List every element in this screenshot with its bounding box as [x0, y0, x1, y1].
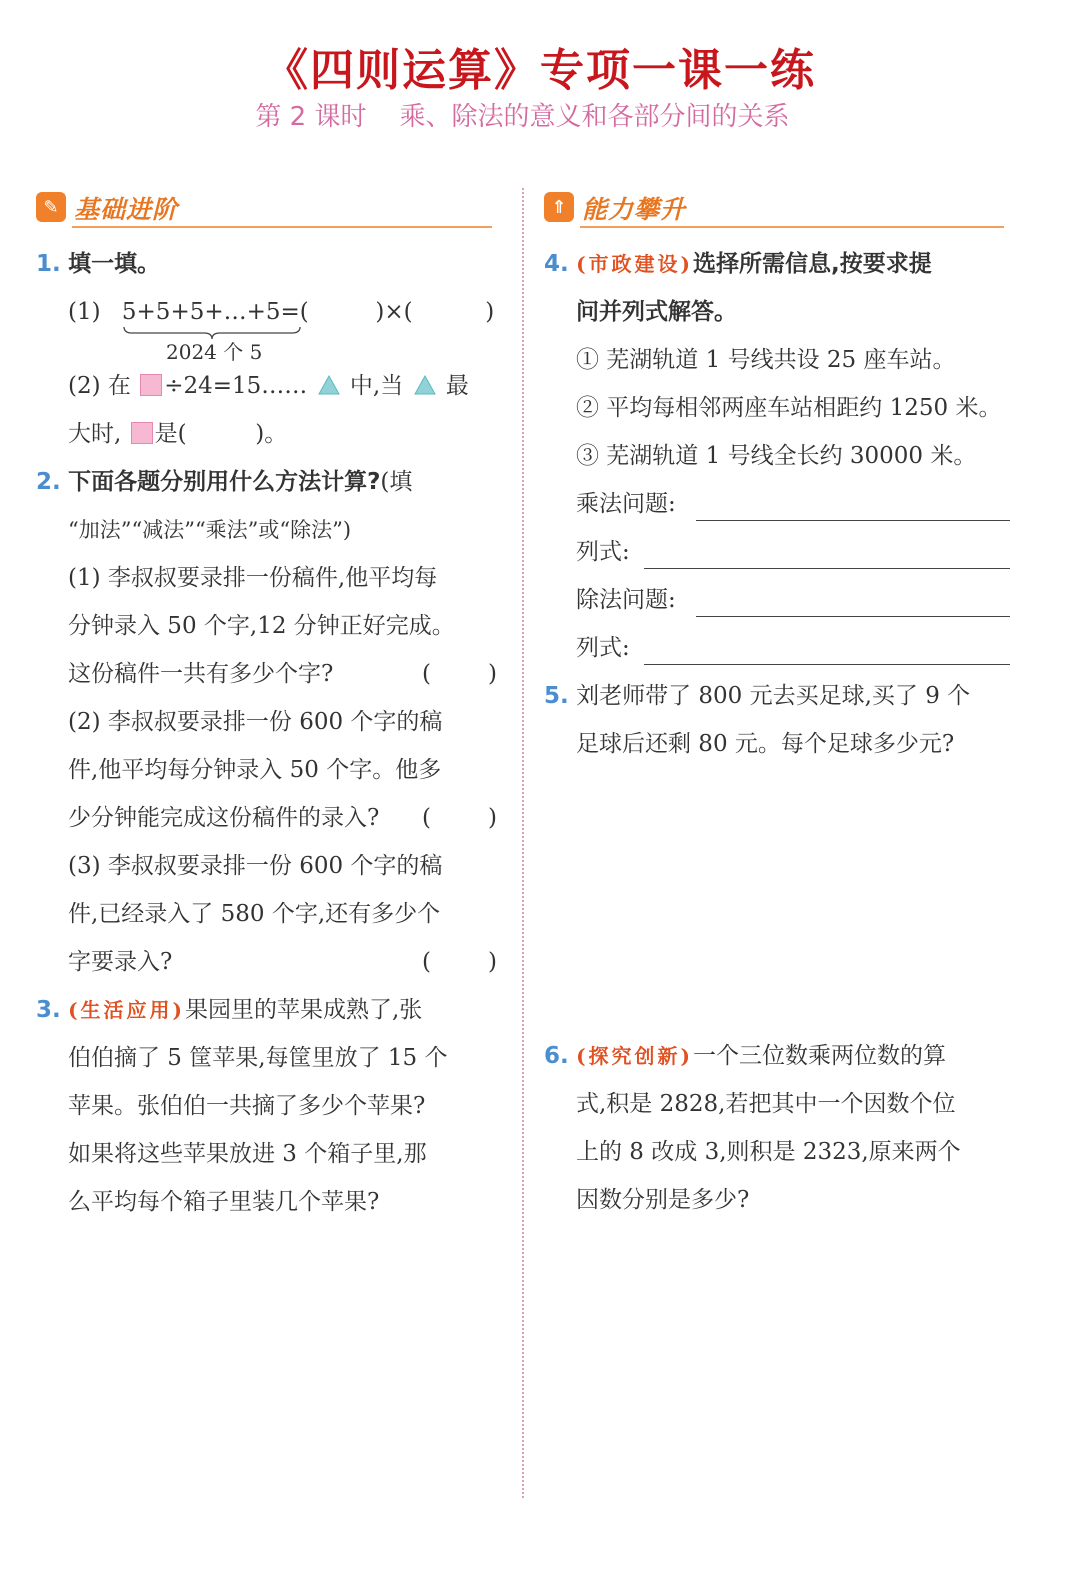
triangle-icon — [317, 374, 341, 396]
question-6-line-2: 式,积是 2828,若把其中一个因数个位 — [576, 1091, 956, 1117]
question-number: 6. — [544, 1043, 569, 1069]
question-number: 5. — [544, 683, 569, 709]
question-5-line-1 — [544, 681, 970, 711]
division-formula-label: 列式: — [576, 635, 630, 661]
multiplication-formula-blank[interactable] — [644, 568, 1010, 569]
triangle-icon — [413, 374, 437, 396]
answer-paren-open[interactable]: ( — [422, 805, 431, 831]
question-text: 下面各题分别用什么方法计算? — [68, 469, 381, 495]
text-segment: ÷24=15…… — [164, 373, 308, 399]
section-title-basic: 基础进阶 — [74, 195, 179, 224]
text-segment: 是( — [154, 421, 187, 447]
q2-p3-line-2: 件,已经录入了 580 个字,还有多少个 — [68, 901, 441, 927]
q2-p3-line-3: 字要录入? — [68, 949, 173, 975]
division-question-label: 除法问题: — [576, 587, 676, 613]
q2-p2-line-1: (2) 李叔叔要录排一份 600 个字的稿 — [68, 709, 443, 735]
question-3-line-5: 么平均每个箱子里装几个苹果? — [68, 1189, 380, 1215]
question-5-line-2: 足球后还剩 80 元。每个足球多少元? — [576, 731, 955, 757]
section-header-basic — [36, 188, 496, 228]
answer-paren-open[interactable]: ( — [422, 949, 431, 975]
question-3-line-2: 伯伯摘了 5 筐苹果,每筐里放了 15 个 — [68, 1045, 448, 1071]
question-6-line-3: 上的 8 改成 3,则积是 2323,原来两个 — [576, 1139, 961, 1165]
q2-p1-line-3: 这份稿件一共有多少个字? — [68, 661, 334, 687]
section-title-advanced: 能力攀升 — [582, 195, 687, 224]
brace-label: 2024 个 5 — [166, 340, 263, 364]
section-header-advanced — [544, 188, 1010, 228]
close-paren: ) — [485, 299, 495, 325]
q2-p3-line-1: (3) 李叔叔要录排一份 600 个字的稿 — [68, 853, 443, 879]
question-1-part-2-line-2 — [68, 419, 287, 449]
section-underline — [72, 226, 492, 228]
info-item-2: ② 平均每相邻两座车站相距约 1250 米。 — [576, 395, 1002, 421]
q2-p1-line-1: (1) 李叔叔要录排一份稿件,他平均每 — [68, 565, 438, 591]
question-4-line-2: 问并列式解答。 — [576, 299, 737, 325]
question-text: 果园里的苹果成熟了,张 — [185, 997, 423, 1023]
question-1-stem — [36, 249, 160, 279]
section-underline — [580, 226, 1004, 228]
question-text: 选择所需信息,按要求提 — [693, 251, 932, 277]
text-segment: 中,当 — [349, 373, 404, 399]
question-number: 4. — [544, 251, 569, 277]
question-text: 一个三位数乘两位数的算 — [693, 1043, 946, 1069]
question-1-part-1 — [68, 297, 494, 327]
answer-paren-close: ) — [488, 661, 497, 687]
q2-p2-line-2: 件,他平均每分钟录入 50 个字。他多 — [68, 757, 442, 783]
running-person-icon: ✎ — [36, 192, 66, 222]
division-formula-blank[interactable] — [644, 664, 1010, 665]
question-6-line-4: 因数分别是多少? — [576, 1187, 750, 1213]
question-3-line-3: 苹果。张伯伯一共摘了多少个苹果? — [68, 1093, 426, 1119]
question-tag: (生活应用) — [68, 998, 185, 1022]
division-question-blank[interactable] — [696, 616, 1010, 617]
question-note: (填 — [380, 469, 413, 495]
question-tag: (探究创新) — [576, 1044, 693, 1068]
answer-area[interactable] — [576, 1230, 1006, 1490]
multiplication-question-label: 乘法问题: — [576, 491, 676, 517]
question-2-stem — [36, 467, 412, 497]
question-2-note: “加法”“减法”“乘法”或“除法”) — [68, 518, 352, 542]
question-6-line-1 — [544, 1041, 946, 1071]
pink-square-icon — [140, 374, 162, 396]
text-segment: (2) 在 — [68, 373, 131, 399]
question-number: 2. — [36, 469, 61, 495]
sum-expression: 5+5+5+…+5=( — [121, 299, 309, 325]
multiplication-question-blank[interactable] — [696, 520, 1010, 521]
question-text: 填一填。 — [68, 251, 161, 277]
q2-p1-line-2: 分钟录入 50 个字,12 分钟正好完成。 — [68, 613, 455, 639]
question-3-line-1 — [36, 995, 422, 1025]
question-number: 3. — [36, 997, 61, 1023]
text-segment: 大时, — [68, 421, 122, 447]
multiplication-formula-label: 列式: — [576, 539, 630, 565]
info-item-3: ③ 芜湖轨道 1 号线全长约 30000 米。 — [576, 443, 977, 469]
column-divider — [522, 188, 524, 1498]
text-segment: )。 — [255, 421, 288, 447]
answer-paren-close: ) — [488, 949, 497, 975]
question-number: 1. — [36, 251, 61, 277]
pink-square-icon — [131, 422, 153, 444]
answer-paren-open[interactable]: ( — [422, 661, 431, 687]
times-sign: )×( — [375, 299, 413, 325]
question-text: 刘老师带了 800 元去买足球,买了 9 个 — [576, 683, 971, 709]
question-3-line-4: 如果将这些苹果放进 3 个箱子里,那 — [68, 1141, 427, 1167]
info-item-1: ① 芜湖轨道 1 号线共设 25 座车站。 — [576, 347, 956, 373]
answer-area[interactable] — [68, 1230, 498, 1490]
question-4-line-1 — [544, 249, 932, 279]
page-title: 《四则运算》专项一课一练 — [264, 45, 816, 96]
question-1-part-2-line-1 — [68, 371, 469, 401]
q2-p2-line-3: 少分钟能完成这份稿件的录入? — [68, 805, 380, 831]
climbing-person-icon: ⇑ — [544, 192, 574, 222]
lesson-subtitle: 第 2 课时 乘、除法的意义和各部分间的关系 — [255, 102, 790, 132]
part-label: (1) — [68, 299, 101, 325]
question-tag: (市政建设) — [576, 252, 693, 276]
answer-area[interactable] — [576, 775, 1006, 1035]
answer-paren-close: ) — [488, 805, 497, 831]
text-segment: 最 — [445, 373, 469, 399]
